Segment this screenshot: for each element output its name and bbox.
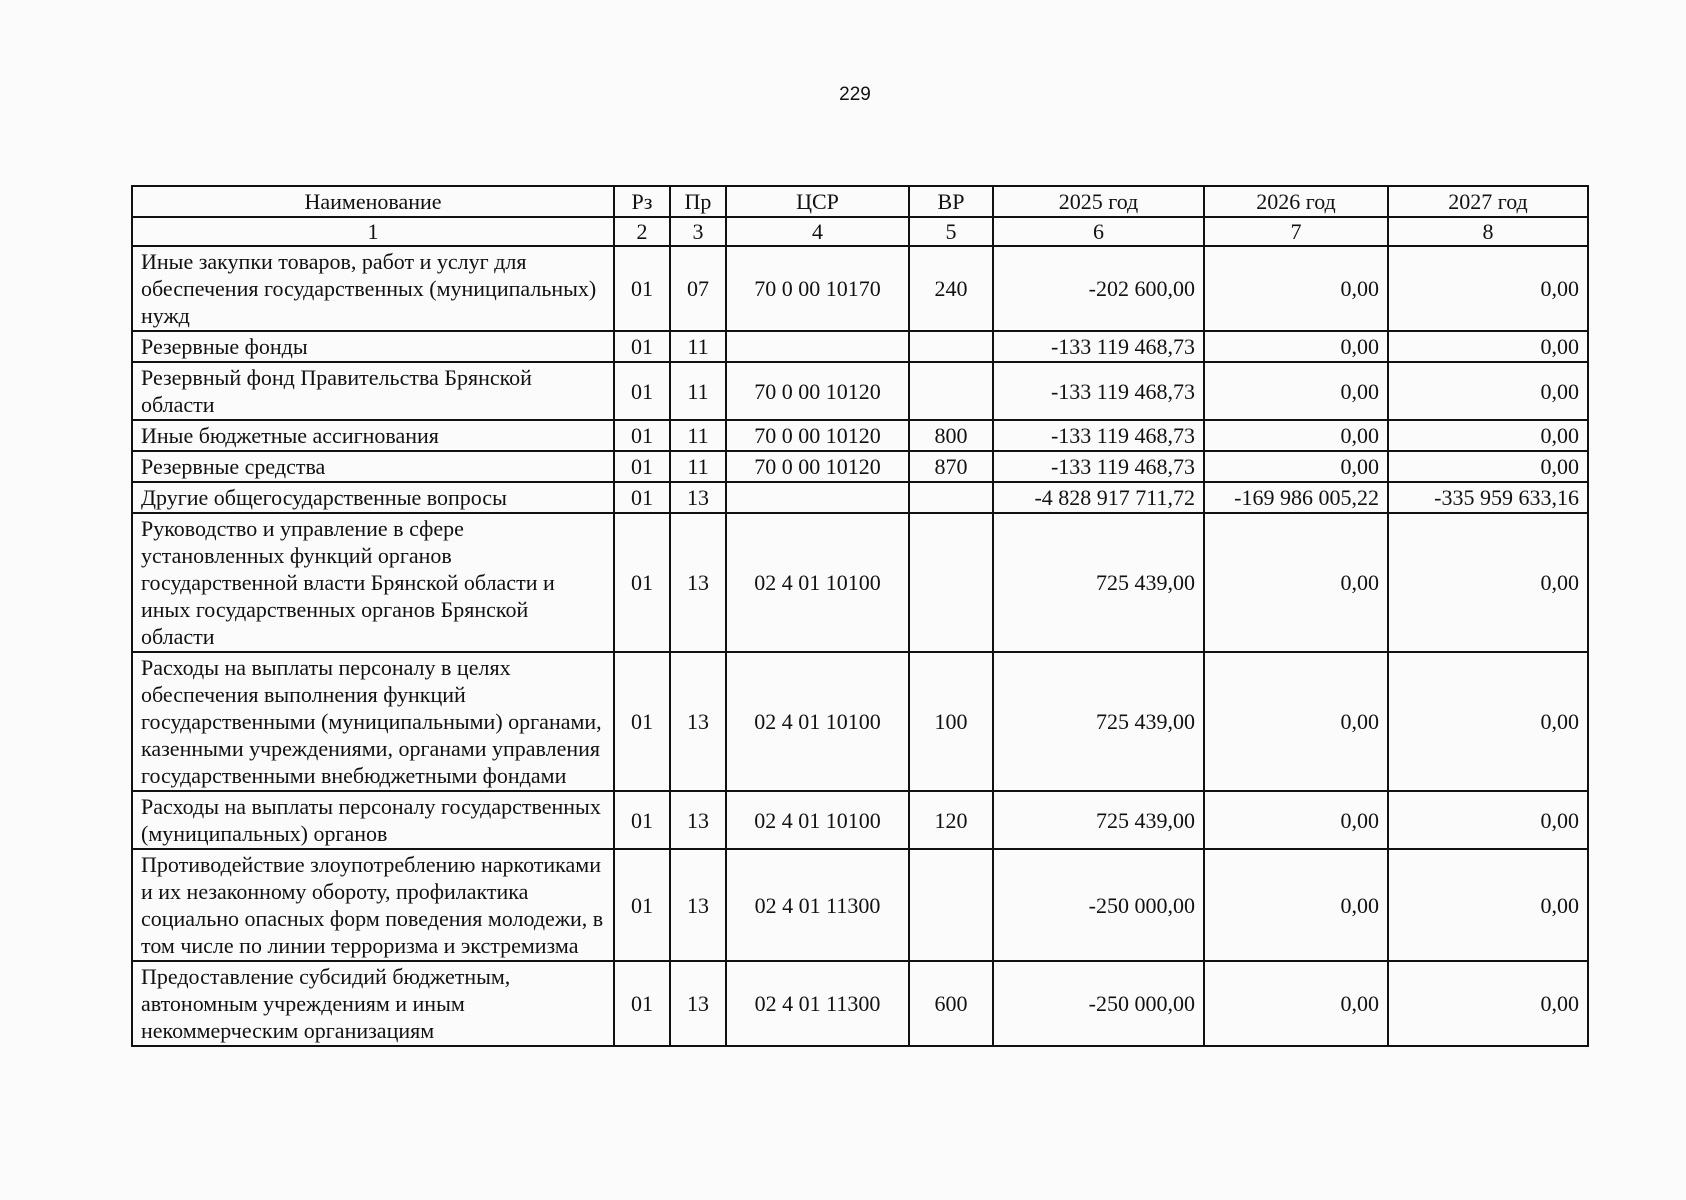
cell-2027: 0,00	[1388, 513, 1588, 652]
cell-2027: 0,00	[1388, 791, 1588, 849]
cell-vr: 100	[909, 652, 993, 791]
cell-vr: 870	[909, 451, 993, 482]
table-row	[132, 420, 1588, 451]
cell-2027: -335 959 633,16	[1388, 482, 1588, 513]
cell-2026: 0,00	[1204, 652, 1388, 791]
cell-csr: 70 0 00 10120	[726, 451, 909, 482]
header-2027: 2027 год	[1388, 186, 1588, 217]
cell-vr: 800	[909, 420, 993, 451]
cell-2027: 0,00	[1388, 451, 1588, 482]
cell-pr: 11	[670, 331, 726, 362]
cell-2027: 0,00	[1388, 362, 1588, 420]
cell-name: Иные закупки товаров, работ и услуг для обеспечения государственных (муниципальных) нужд	[132, 246, 614, 331]
cell-name: Резервные средства	[132, 451, 614, 482]
cell-vr	[909, 482, 993, 513]
cell-pr: 13	[670, 961, 726, 1046]
cell-2025: -4 828 917 711,72	[993, 482, 1204, 513]
cell-rz: 01	[614, 331, 670, 362]
cell-vr: 120	[909, 791, 993, 849]
column-number: 5	[909, 217, 993, 246]
table-row	[132, 482, 1588, 513]
cell-name: Резервный фонд Правительства Брянской области	[132, 362, 614, 420]
cell-csr: 02 4 01 10100	[726, 513, 909, 652]
cell-rz: 01	[614, 961, 670, 1046]
cell-2027: 0,00	[1388, 652, 1588, 791]
cell-csr: 70 0 00 10120	[726, 362, 909, 420]
cell-csr: 70 0 00 10120	[726, 420, 909, 451]
cell-rz: 01	[614, 362, 670, 420]
cell-pr: 13	[670, 482, 726, 513]
cell-2026: 0,00	[1204, 331, 1388, 362]
cell-2025: 725 439,00	[993, 513, 1204, 652]
cell-csr	[726, 482, 909, 513]
table-row	[132, 451, 1588, 482]
column-number: 8	[1388, 217, 1588, 246]
cell-pr: 13	[670, 849, 726, 961]
cell-pr: 07	[670, 246, 726, 331]
cell-csr	[726, 331, 909, 362]
cell-rz: 01	[614, 420, 670, 451]
cell-2025: -250 000,00	[993, 961, 1204, 1046]
cell-2027: 0,00	[1388, 961, 1588, 1046]
cell-2026: 0,00	[1204, 849, 1388, 961]
header-pr: Пр	[670, 186, 726, 217]
cell-2026: 0,00	[1204, 246, 1388, 331]
cell-name: Расходы на выплаты персоналу государственных (муниципальных) органов	[132, 791, 614, 849]
table-row	[132, 246, 1588, 331]
header-csr: ЦСР	[726, 186, 909, 217]
cell-vr: 240	[909, 246, 993, 331]
table-row	[132, 961, 1588, 1046]
column-number: 4	[726, 217, 909, 246]
table-row	[132, 849, 1588, 961]
column-number: 7	[1204, 217, 1388, 246]
cell-rz: 01	[614, 849, 670, 961]
header-2025: 2025 год	[993, 186, 1204, 217]
cell-2026: -169 986 005,22	[1204, 482, 1388, 513]
cell-2026: 0,00	[1204, 451, 1388, 482]
cell-rz: 01	[614, 482, 670, 513]
cell-2027: 0,00	[1388, 849, 1588, 961]
cell-pr: 11	[670, 451, 726, 482]
cell-2025: -133 119 468,73	[993, 420, 1204, 451]
table-row	[132, 331, 1588, 362]
header-row	[132, 186, 1588, 217]
cell-csr: 02 4 01 11300	[726, 849, 909, 961]
cell-2025: -202 600,00	[993, 246, 1204, 331]
table-row	[132, 513, 1588, 652]
cell-name: Руководство и управление в сфере установленных функций органов государственной власти Брянской области и иных государственных органов Брянской области	[132, 513, 614, 652]
cell-2026: 0,00	[1204, 791, 1388, 849]
header-name: Наименование	[132, 186, 614, 217]
cell-pr: 11	[670, 362, 726, 420]
budget-table	[131, 185, 1589, 1047]
header-2026: 2026 год	[1204, 186, 1388, 217]
cell-2025: 725 439,00	[993, 791, 1204, 849]
column-number-row	[132, 217, 1588, 246]
column-number: 3	[670, 217, 726, 246]
page-number: 229	[839, 84, 871, 105]
cell-pr: 11	[670, 420, 726, 451]
cell-pr: 13	[670, 652, 726, 791]
cell-csr: 02 4 01 10100	[726, 791, 909, 849]
cell-name: Расходы на выплаты персоналу в целях обеспечения выполнения функций государственными (муниципальными) органами, казенными учреждениями, органами управления государственными внебюджетными фондами	[132, 652, 614, 791]
table-row	[132, 652, 1588, 791]
cell-rz: 01	[614, 791, 670, 849]
cell-vr	[909, 362, 993, 420]
cell-rz: 01	[614, 246, 670, 331]
cell-2026: 0,00	[1204, 513, 1388, 652]
cell-name: Предоставление субсидий бюджетным, автономным учреждениям и иным некоммерческим организациям	[132, 961, 614, 1046]
cell-name: Другие общегосударственные вопросы	[132, 482, 614, 513]
cell-2027: 0,00	[1388, 420, 1588, 451]
header-vr: ВР	[909, 186, 993, 217]
cell-2027: 0,00	[1388, 246, 1588, 331]
cell-2026: 0,00	[1204, 362, 1388, 420]
cell-pr: 13	[670, 791, 726, 849]
cell-2025: 725 439,00	[993, 652, 1204, 791]
cell-rz: 01	[614, 652, 670, 791]
cell-pr: 13	[670, 513, 726, 652]
cell-2026: 0,00	[1204, 961, 1388, 1046]
table-row	[132, 791, 1588, 849]
table-row	[132, 362, 1588, 420]
cell-csr: 02 4 01 10100	[726, 652, 909, 791]
column-number: 6	[993, 217, 1204, 246]
cell-rz: 01	[614, 451, 670, 482]
cell-2025: -133 119 468,73	[993, 331, 1204, 362]
cell-2025: -133 119 468,73	[993, 362, 1204, 420]
cell-2025: -250 000,00	[993, 849, 1204, 961]
cell-vr	[909, 849, 993, 961]
cell-csr: 70 0 00 10170	[726, 246, 909, 331]
cell-name: Иные бюджетные ассигнования	[132, 420, 614, 451]
cell-name: Резервные фонды	[132, 331, 614, 362]
column-number: 1	[132, 217, 614, 246]
cell-2026: 0,00	[1204, 420, 1388, 451]
cell-rz: 01	[614, 513, 670, 652]
cell-2025: -133 119 468,73	[993, 451, 1204, 482]
cell-vr	[909, 513, 993, 652]
cell-vr	[909, 331, 993, 362]
header-rz: Рз	[614, 186, 670, 217]
cell-vr: 600	[909, 961, 993, 1046]
cell-2027: 0,00	[1388, 331, 1588, 362]
cell-csr: 02 4 01 11300	[726, 961, 909, 1046]
cell-name: Противодействие злоупотреблению наркотиками и их незаконному обороту, профилактика социально опасных форм поведения молодежи, в том числе по линии терроризма и экстремизма	[132, 849, 614, 961]
column-number: 2	[614, 217, 670, 246]
